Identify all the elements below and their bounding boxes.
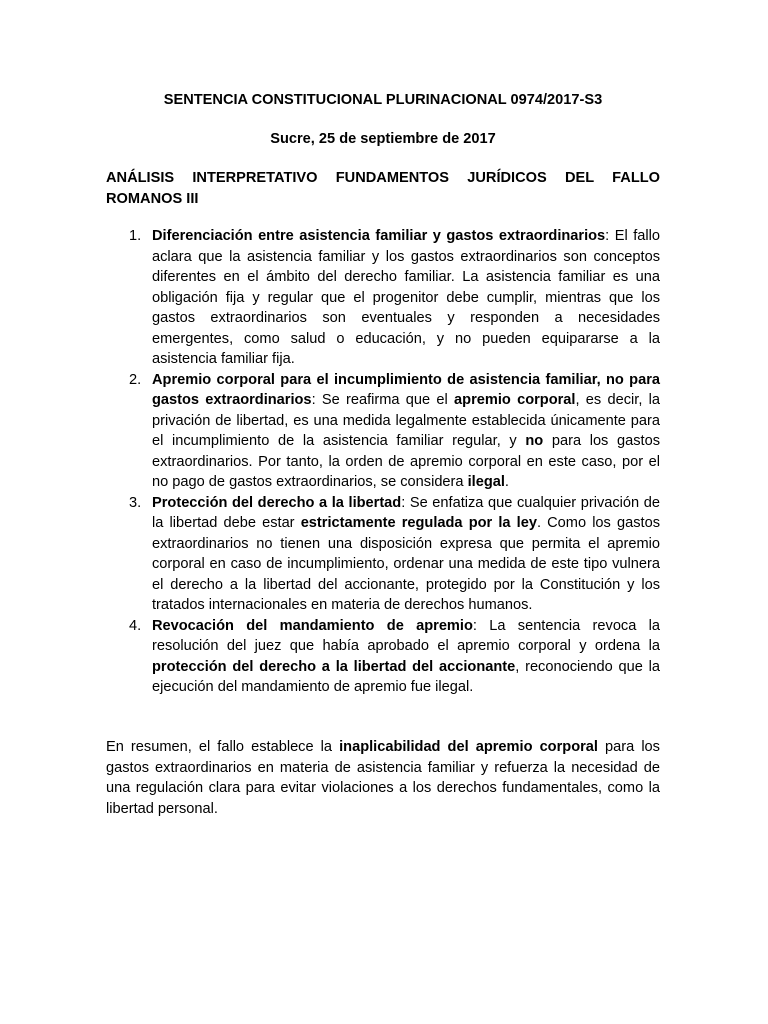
list-item-number: 4. <box>129 617 142 634</box>
list-item <box>106 493 660 616</box>
document-title: SENTENCIA CONSTITUCIONAL PLURINACIONAL 0974/2017-S3 <box>163 92 603 108</box>
list-item-emphasis: protección del derecho a la libertad del accionante <box>152 658 516 675</box>
list-item-emphasis: ilegal <box>467 474 505 490</box>
list-item <box>106 226 660 370</box>
summary-paragraph <box>106 737 660 819</box>
list-item-text: : Se reafirma que el <box>311 392 455 408</box>
section-heading-line-2: ROMANOS III <box>106 190 199 207</box>
list-item-title: Revocación del mandamiento de apremio <box>152 617 473 634</box>
list-item-text: : El fallo aclara que la asistencia familiar y los gastos extraordinarios son conceptos diferentes en el ámbito del derecho familiar. La asistencia familiar es una obligación fija y regular que el progenitor debe cumplir, mientras que los gastos extraordinarios son eventuales y responden a necesidades emergentes, como salud o educación, y no pueden equipararse a la asistencia familiar fija. <box>152 228 660 367</box>
list-item-text: : La sentencia revoca la resolución del juez que había aprobado el apremio corporal y ordena la <box>152 617 661 654</box>
summary-text: para los gastos extraordinarios en materia de asistencia familiar y refuerza la necesidad de una regulación clara para evitar violaciones a los derechos fundamentales, como la libertad personal. <box>106 739 660 817</box>
list-item-text: para los gastos extraordinarios. Por tanto, la orden de apremio corporal en este caso, por el no pago de gastos extraordinarios, se considera <box>152 433 661 490</box>
list-item-emphasis: no <box>525 433 544 449</box>
place-date: Sucre, 25 de septiembre de 2017 <box>270 131 496 147</box>
list-item-text: , reconociendo que la ejecución del mandamiento de apremio fue ilegal. <box>152 658 660 695</box>
section-heading-line-1: ANÁLISIS INTERPRETATIVO FUNDAMENTOS JURÍDICOS DEL FALLO <box>106 170 660 186</box>
list-item-text: , es decir, la privación de libertad, es una medida legalmente establecida únicamente para el incumplimiento de la asistencia familiar regular, y <box>152 392 660 449</box>
list-item-title: Diferenciación entre asistencia familiar y gastos extraordinarios <box>152 228 606 244</box>
list-item-title: Apremio corporal para el incumplimiento de asistencia familiar, no para gastos extraordinarios <box>152 371 660 408</box>
section-heading <box>106 168 660 209</box>
list-item <box>106 616 660 698</box>
list-item-text: . Como los gastos extraordinarios no tienen una disposición expresa que permita el apremio corporal en caso de incumplimiento, ordenar una medida de este tipo vulnera el derecho a la libertad del accionante, protegido por la Constitución y los tratados internacionales en materia de derechos humanos. <box>152 515 660 613</box>
list-item-number: 2. <box>129 371 142 388</box>
list-item-title: Protección del derecho a la libertad <box>152 494 402 511</box>
list-item-text: : Se enfatiza que cualquier privación de la libertad debe estar <box>152 494 660 531</box>
summary-emphasis: inaplicabilidad del apremio corporal <box>339 739 598 755</box>
summary-text: En resumen, el fallo establece la <box>106 739 340 755</box>
list-item-text: . <box>504 474 509 490</box>
list-item-emphasis: apremio corporal <box>454 392 576 408</box>
list-item-emphasis: estrictamente regulada por la ley <box>300 515 537 531</box>
list-item-number: 1. <box>129 228 142 244</box>
list-item <box>106 370 660 493</box>
list-item-number: 3. <box>129 494 142 511</box>
numbered-list <box>106 226 660 698</box>
